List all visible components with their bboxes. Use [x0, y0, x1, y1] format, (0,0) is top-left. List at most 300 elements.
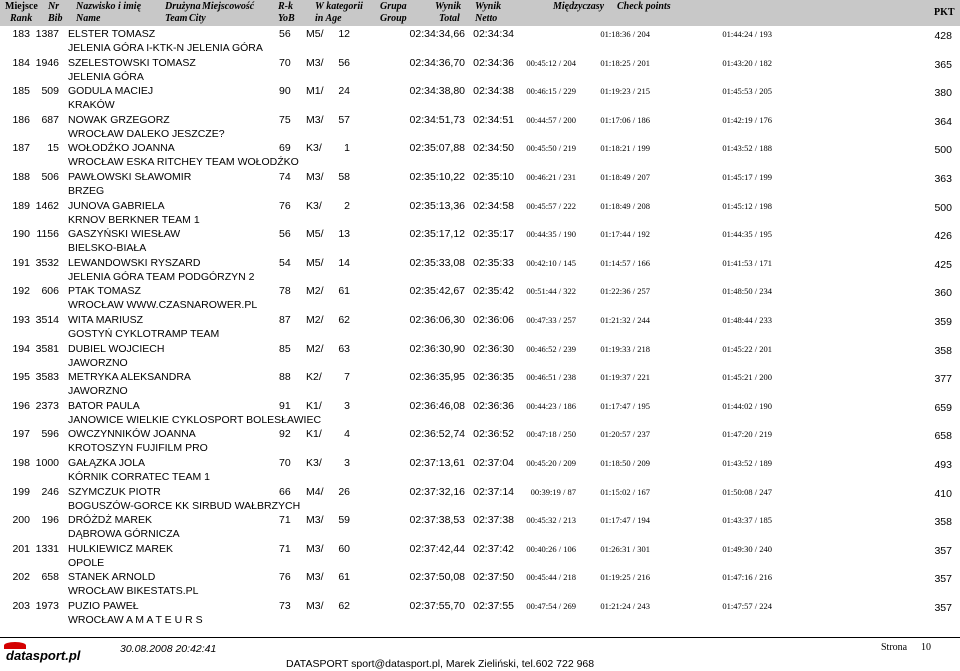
- cell-category: M3/: [306, 113, 324, 126]
- cell-name: DRÓŻDŻ MAREK: [68, 514, 152, 527]
- cell-name: HULKIEWICZ MAREK: [68, 542, 174, 555]
- table-row: [0, 370, 960, 397]
- cell-category-place: 56: [338, 56, 350, 69]
- cell-netto: 02:37:38: [473, 514, 514, 527]
- header-miejscowosc: Miejscowość: [202, 1, 255, 12]
- cell-yob: 56: [279, 28, 291, 40]
- cell-category-place: 13: [338, 228, 350, 241]
- cell-category: M3/: [306, 600, 324, 612]
- cell-place: 201: [12, 542, 30, 555]
- cell-split-3: 01:43:20 / 182: [722, 57, 772, 68]
- cell-netto: 02:34:34: [473, 28, 514, 40]
- header-yob: YoB: [278, 13, 295, 24]
- header-grupa: Grupa: [380, 1, 407, 12]
- cell-category: M5/: [306, 228, 324, 241]
- cell-bib: 2373: [35, 399, 59, 412]
- cell-yob: 75: [279, 113, 291, 126]
- datasport-logo: [2, 642, 81, 666]
- cell-category-place: 58: [338, 171, 350, 183]
- cell-bib: 15: [47, 142, 59, 155]
- cell-netto: 02:35:10: [473, 171, 514, 183]
- cell-points: 364: [934, 115, 952, 128]
- cell-netto: 02:34:58: [473, 199, 514, 212]
- cell-points: 377: [934, 373, 952, 386]
- cell-bib: 3514: [35, 314, 59, 326]
- cell-split-3: 01:41:53 / 171: [722, 257, 772, 268]
- cell-bib: 1946: [35, 56, 59, 69]
- cell-yob: 88: [279, 371, 291, 384]
- header-check-points: Check points: [617, 1, 671, 12]
- header-netto: Netto: [475, 13, 498, 24]
- cell-total: 02:37:32,16: [409, 485, 465, 498]
- cell-netto: 02:37:50: [473, 571, 514, 584]
- cell-category: M3/: [306, 56, 324, 69]
- cell-total: 02:34:51,73: [409, 113, 465, 126]
- cell-category-place: 57: [338, 113, 350, 126]
- cell-bib: 1156: [36, 228, 59, 241]
- cell-split-3: 01:47:20 / 219: [722, 429, 772, 440]
- cell-points: 357: [934, 573, 952, 586]
- cell-split-3: 01:48:44 / 233: [722, 315, 772, 325]
- cell-points: 357: [934, 602, 952, 614]
- cell-bib: 1331: [35, 542, 59, 555]
- cell-split-1: 00:46:21 / 231: [526, 172, 576, 182]
- cell-netto: 02:37:42: [473, 542, 514, 555]
- cell-place: 200: [12, 514, 30, 527]
- cell-name: NOWAK GRZEGORZ: [68, 113, 170, 126]
- cell-split-3: 01:45:21 / 200: [722, 372, 772, 383]
- cell-bib: 3532: [35, 256, 59, 269]
- header-nr: Nr: [48, 1, 60, 12]
- cell-bib: 506: [41, 171, 59, 183]
- cell-yob: 76: [279, 199, 291, 212]
- cell-points: 426: [934, 230, 952, 243]
- cell-split-1: 00:40:26 / 106: [526, 543, 576, 554]
- cell-split-2: 01:18:25 / 201: [600, 57, 650, 68]
- cell-category: K3/: [306, 199, 322, 212]
- header-rk: R-k: [278, 1, 293, 12]
- cell-netto: 02:37:04: [473, 457, 514, 469]
- cell-name: GODULA MACIEJ: [68, 85, 154, 98]
- cell-team: JELENIA GÓRA TEAM PODGÓRZYN 2: [68, 270, 255, 283]
- cell-name: BATOR PAULA: [68, 399, 140, 412]
- table-row: [0, 113, 960, 140]
- cell-total: 02:37:42,44: [409, 542, 465, 555]
- cell-split-1: 00:44:35 / 190: [526, 229, 576, 240]
- cell-split-1: 00:46:15 / 229: [526, 86, 576, 97]
- cell-team: JANOWICE WIELKIE CYKLOSPORT BOLESŁAWIEC: [68, 413, 322, 426]
- cell-split-1: 00:45:44 / 218: [526, 572, 576, 583]
- cell-category-place: 2: [344, 199, 350, 212]
- cell-team: GOSTYŃ CYKLOTRAMP TEAM: [68, 328, 220, 340]
- cell-split-2: 01:14:57 / 166: [600, 257, 650, 268]
- cell-total: 02:36:30,90: [409, 342, 465, 355]
- cell-split-3: 01:45:12 / 198: [722, 200, 772, 211]
- cell-yob: 71: [279, 514, 291, 527]
- cell-points: 500: [934, 144, 952, 157]
- cell-points: 659: [934, 401, 952, 414]
- cell-category-place: 63: [338, 342, 350, 355]
- table-row: [0, 56, 960, 83]
- cell-place: 195: [12, 371, 30, 384]
- cell-split-1: 00:47:54 / 269: [526, 601, 576, 611]
- cell-points: 363: [934, 173, 952, 185]
- cell-split-1: 00:44:57 / 200: [526, 114, 576, 125]
- cell-team: KROTOSZYN FUJIFILM PRO: [68, 442, 208, 455]
- cell-bib: 606: [41, 285, 59, 298]
- cell-category-place: 60: [338, 542, 350, 555]
- cell-team: JELENIA GÓRA: [68, 70, 144, 83]
- table-row: [0, 284, 960, 311]
- header-miedzyczasy: Międzyczasy: [553, 1, 605, 12]
- cell-split-3: 01:43:52 / 188: [722, 143, 772, 154]
- cell-split-2: 01:15:02 / 167: [600, 486, 650, 497]
- cell-total: 02:35:33,08: [409, 256, 465, 269]
- cell-yob: 56: [279, 228, 291, 241]
- cell-team: BRZEG: [68, 185, 105, 197]
- cell-split-1: 00:45:12 / 204: [526, 57, 576, 68]
- cell-team: KRNOV BERKNER TEAM 1: [68, 213, 200, 226]
- cell-netto: 02:35:17: [473, 228, 514, 241]
- cell-split-3: 01:50:08 / 247: [722, 486, 772, 497]
- cell-split-3: 01:45:17 / 199: [722, 172, 772, 182]
- cell-team: BOGUSZÓW-GORCE KK SIRBUD WAŁBRZYCH: [68, 499, 301, 512]
- table-row: [0, 513, 960, 540]
- cell-split-2: 01:18:36 / 204: [600, 29, 650, 39]
- header-wynik-netto: Wynik: [475, 1, 502, 12]
- cell-yob: 74: [279, 171, 291, 183]
- cell-yob: 87: [279, 314, 291, 326]
- cell-name: DUBIEL WOJCIECH: [68, 342, 165, 355]
- cell-split-2: 01:17:06 / 186: [600, 114, 650, 125]
- footer-date: 30.08.2008 20:42:41: [120, 643, 217, 655]
- cell-netto: 02:35:42: [473, 285, 514, 298]
- cell-netto: 02:36:06: [473, 314, 514, 326]
- cell-split-3: 01:44:02 / 190: [722, 400, 772, 411]
- cell-team: WROCŁAW BIKESTATS.PL: [68, 585, 199, 598]
- cell-name: SZYMCZUK PIOTR: [68, 485, 161, 498]
- table-row: [0, 485, 960, 512]
- cell-split-2: 01:19:37 / 221: [600, 372, 650, 383]
- footer-divider: [0, 637, 960, 638]
- cell-bib: 1000: [35, 457, 59, 469]
- cell-total: 02:35:13,36: [409, 199, 465, 212]
- cell-total: 02:36:46,08: [409, 399, 465, 412]
- cell-yob: 85: [279, 342, 291, 355]
- cell-netto: 02:34:51: [473, 113, 514, 126]
- cell-netto: 02:35:33: [473, 256, 514, 269]
- table-row: [0, 599, 960, 626]
- cell-place: 184: [12, 56, 30, 69]
- cell-points: 365: [934, 58, 952, 71]
- header-miejsce: Miejsce: [5, 1, 38, 12]
- cell-split-2: 01:20:57 / 237: [600, 429, 650, 440]
- cell-bib: 246: [41, 485, 59, 498]
- cell-netto: 02:34:50: [473, 142, 514, 155]
- cell-points: 428: [934, 30, 952, 42]
- cell-split-2: 01:19:33 / 218: [600, 343, 650, 354]
- cell-bib: 1973: [35, 600, 59, 612]
- cell-name: LEWANDOWSKI RYSZARD: [68, 256, 201, 269]
- cell-netto: 02:34:36: [473, 56, 514, 69]
- cell-place: 193: [12, 314, 30, 326]
- cell-place: 203: [12, 600, 30, 612]
- cell-bib: 3581: [35, 342, 59, 355]
- cell-total: 02:37:50,08: [409, 571, 465, 584]
- cell-points: 410: [934, 487, 952, 500]
- cell-split-3: 01:44:35 / 195: [722, 229, 772, 240]
- cell-team: JAWORZNO: [68, 356, 128, 369]
- cell-split-3: 01:47:57 / 224: [722, 601, 772, 611]
- cell-netto: 02:37:55: [473, 600, 514, 612]
- cell-place: 199: [12, 485, 30, 498]
- header-rank: Rank: [10, 13, 33, 24]
- cell-yob: 76: [279, 571, 291, 584]
- cell-category: M3/: [306, 542, 324, 555]
- cell-split-1: 00:47:18 / 250: [526, 429, 576, 440]
- cell-category-place: 62: [338, 600, 350, 612]
- cell-category-place: 59: [338, 514, 350, 527]
- cell-split-3: 01:47:16 / 216: [722, 572, 772, 583]
- cell-total: 02:36:52,74: [409, 428, 465, 441]
- cell-place: 187: [12, 142, 30, 155]
- cell-team: DĄBROWA GÓRNICZA: [68, 528, 180, 541]
- cell-place: 185: [12, 85, 30, 98]
- cell-yob: 70: [279, 457, 291, 469]
- cell-netto: 02:36:35: [473, 371, 514, 384]
- header-city: City: [189, 13, 206, 24]
- cell-points: 425: [934, 258, 952, 271]
- cell-team: WROCŁAW DALEKO JESZCZE?: [68, 127, 225, 140]
- header-bib: Bib: [48, 13, 63, 24]
- cell-category-place: 7: [344, 371, 350, 384]
- cell-name: ELSTER TOMASZ: [68, 28, 156, 40]
- table-row: [0, 199, 960, 226]
- cell-yob: 54: [279, 256, 291, 269]
- cell-yob: 92: [279, 428, 291, 441]
- cell-points: 360: [934, 287, 952, 300]
- cell-place: 192: [12, 285, 30, 298]
- cell-category: M3/: [306, 571, 324, 584]
- cell-total: 02:34:36,70: [409, 56, 465, 69]
- cell-points: 380: [934, 87, 952, 100]
- cell-split-1: 00:45:32 / 213: [526, 515, 576, 526]
- header-total: Total: [439, 13, 460, 24]
- cell-yob: 69: [279, 142, 291, 155]
- cell-split-3: 01:48:50 / 234: [722, 286, 772, 297]
- cell-place: 197: [12, 428, 30, 441]
- cell-category: K2/: [306, 371, 322, 384]
- logo-text: datasport.pl: [6, 648, 81, 663]
- cell-category-place: 12: [338, 28, 350, 40]
- cell-category-place: 26: [338, 485, 350, 498]
- header-in-age: in Age: [315, 13, 342, 24]
- cell-category: M5/: [306, 256, 324, 269]
- table-row: [0, 27, 960, 54]
- cell-place: 194: [12, 342, 30, 355]
- cell-points: 357: [934, 544, 952, 557]
- cell-name: GASZYŃSKI WIESŁAW: [68, 228, 181, 241]
- cell-bib: 3583: [35, 371, 59, 384]
- header-w-kategorii: W kategorii: [315, 1, 363, 12]
- cell-category: M1/: [306, 85, 324, 98]
- cell-bib: 196: [41, 514, 59, 527]
- cell-points: 358: [934, 344, 952, 357]
- cell-place: 202: [12, 571, 30, 584]
- footer-page-label: Strona: [881, 642, 908, 653]
- cell-bib: 1387: [35, 28, 59, 40]
- cell-points: 493: [934, 459, 952, 471]
- cell-category: M3/: [306, 514, 324, 527]
- cell-yob: 66: [279, 485, 291, 498]
- cell-split-1: 00:45:20 / 209: [526, 458, 576, 468]
- cell-name: JUNOVA GABRIELA: [68, 199, 165, 212]
- cell-points: 500: [934, 201, 952, 214]
- cell-points: 358: [934, 516, 952, 529]
- cell-yob: 70: [279, 56, 291, 69]
- cell-team: KÓRNIK CORRATEC TEAM 1: [68, 471, 210, 483]
- table-row: [0, 542, 960, 569]
- cell-category-place: 3: [344, 399, 350, 412]
- cell-split-1: 00:44:23 / 186: [526, 400, 576, 411]
- cell-split-1: 00:46:52 / 239: [526, 343, 576, 354]
- cell-split-1: 00:46:51 / 238: [526, 372, 576, 383]
- cell-split-2: 01:19:23 / 215: [600, 86, 650, 97]
- cell-name: WITA MARIUSZ: [68, 314, 144, 326]
- cell-points: 658: [934, 430, 952, 443]
- cell-place: 189: [12, 199, 30, 212]
- cell-netto: 02:34:38: [473, 85, 514, 98]
- cell-team: JAWORZNO: [68, 385, 128, 398]
- cell-split-2: 01:21:24 / 243: [600, 601, 650, 611]
- cell-netto: 02:36:36: [473, 399, 514, 412]
- cell-total: 02:36:06,30: [409, 314, 465, 326]
- table-row: [0, 570, 960, 597]
- cell-split-1: 00:45:57 / 222: [526, 200, 576, 211]
- cell-split-1: 00:39:19 / 87: [530, 486, 576, 497]
- cell-points: 359: [934, 316, 952, 328]
- header-group: Group: [380, 13, 407, 24]
- table-row: [0, 256, 960, 283]
- cell-place: 196: [12, 399, 30, 412]
- cell-category: K3/: [306, 142, 322, 155]
- table-row: [0, 170, 960, 197]
- cell-total: 02:36:35,95: [409, 371, 465, 384]
- cell-netto: 02:36:52: [473, 428, 514, 441]
- cell-team: BIELSKO-BIAŁA: [68, 242, 147, 255]
- cell-category-place: 3: [344, 457, 350, 469]
- cell-split-3: 01:44:24 / 193: [722, 29, 772, 39]
- cell-total: 02:37:13,61: [409, 457, 465, 469]
- table-row: [0, 456, 960, 483]
- cell-split-2: 01:18:49 / 208: [600, 200, 650, 211]
- cell-split-1: 00:42:10 / 145: [526, 257, 576, 268]
- cell-place: 198: [12, 457, 30, 469]
- cell-category-place: 61: [338, 285, 350, 298]
- cell-yob: 73: [279, 600, 291, 612]
- cell-split-2: 01:18:49 / 207: [600, 172, 650, 182]
- cell-split-2: 01:17:47 / 194: [600, 515, 650, 526]
- cell-split-2: 01:21:32 / 244: [600, 315, 650, 325]
- cell-name: PUZIO PAWEŁ: [68, 600, 139, 612]
- cell-split-3: 01:45:53 / 205: [722, 86, 772, 97]
- header-nazwisko: Nazwisko i imię: [76, 1, 142, 12]
- cell-total: 02:37:55,70: [409, 600, 465, 612]
- cell-team: WROCŁAW WWW.CZASNAROWER.PL: [68, 299, 258, 312]
- cell-category: M4/: [306, 485, 324, 498]
- cell-total: 02:35:10,22: [409, 171, 465, 183]
- cell-team: WROCŁAW ESKA RITCHEY TEAM WOŁODŹKO: [68, 156, 299, 169]
- cell-split-3: 01:45:22 / 201: [722, 343, 772, 354]
- cell-name: PAWŁOWSKI SŁAWOMIR: [68, 171, 192, 183]
- footer-page-number: 10: [921, 642, 931, 653]
- cell-split-3: 01:43:37 / 185: [722, 515, 772, 526]
- table-row: [0, 313, 960, 340]
- cell-team: KRAKÓW: [68, 99, 115, 112]
- cell-category-place: 4: [344, 428, 350, 441]
- table-row: [0, 227, 960, 254]
- cell-name: PTAK TOMASZ: [68, 285, 141, 298]
- cell-team: JELENIA GÓRA I-KTK-N JELENIA GÓRA: [68, 42, 263, 54]
- cell-name: SZELESTOWSKI TOMASZ: [68, 56, 196, 69]
- cell-total: 02:35:07,88: [409, 142, 465, 155]
- table-row: [0, 399, 960, 426]
- cell-split-2: 01:22:36 / 257: [600, 286, 650, 297]
- cell-split-1: 00:47:33 / 257: [526, 315, 576, 325]
- cell-split-2: 01:17:47 / 195: [600, 400, 650, 411]
- header-wynik-total: Wynik: [435, 1, 462, 12]
- cell-bib: 509: [41, 85, 59, 98]
- cell-name: STANEK ARNOLD: [68, 571, 156, 584]
- cell-name: METRYKA ALEKSANDRA: [68, 371, 191, 384]
- results-header: [0, 0, 960, 26]
- footer-contact: DATASPORT sport@datasport.pl, Marek Zieliński, tel.602 722 968: [286, 658, 595, 670]
- cell-yob: 78: [279, 285, 291, 298]
- cell-category: M5/: [306, 28, 324, 40]
- cell-netto: 02:36:30: [473, 342, 514, 355]
- cell-place: 188: [12, 171, 30, 183]
- cell-place: 183: [12, 28, 30, 40]
- cell-yob: 91: [279, 399, 291, 412]
- cell-category: M2/: [306, 285, 324, 298]
- cell-bib: 687: [41, 113, 59, 126]
- cell-split-1: 00:45:50 / 219: [526, 143, 576, 154]
- cell-category: K1/: [306, 428, 322, 441]
- cell-split-3: 01:49:30 / 240: [722, 543, 772, 554]
- cell-netto: 02:37:14: [473, 485, 514, 498]
- cell-category: M3/: [306, 171, 324, 183]
- cell-split-3: 01:42:19 / 176: [722, 114, 772, 125]
- cell-category-place: 62: [338, 314, 350, 326]
- cell-place: 186: [12, 113, 30, 126]
- cell-split-3: 01:43:52 / 189: [722, 458, 772, 468]
- cell-split-1: 00:51:44 / 322: [526, 286, 576, 297]
- cell-category-place: 24: [338, 85, 350, 98]
- header-pkt: PKT: [934, 7, 955, 18]
- cell-category: K3/: [306, 457, 322, 469]
- cell-bib: 596: [41, 428, 59, 441]
- cell-total: 02:34:38,80: [409, 85, 465, 98]
- cell-category: K1/: [306, 399, 322, 412]
- cell-bib: 1462: [35, 199, 59, 212]
- cell-team: OPOLE: [68, 556, 105, 569]
- cell-split-2: 01:19:25 / 216: [600, 572, 650, 583]
- cell-place: 191: [12, 256, 30, 269]
- cell-name: OWCZYNNIKÓW JOANNA: [68, 428, 196, 441]
- cell-bib: 658: [41, 571, 59, 584]
- header-druzyna: Drużyna: [165, 1, 201, 12]
- cell-category: M2/: [306, 342, 324, 355]
